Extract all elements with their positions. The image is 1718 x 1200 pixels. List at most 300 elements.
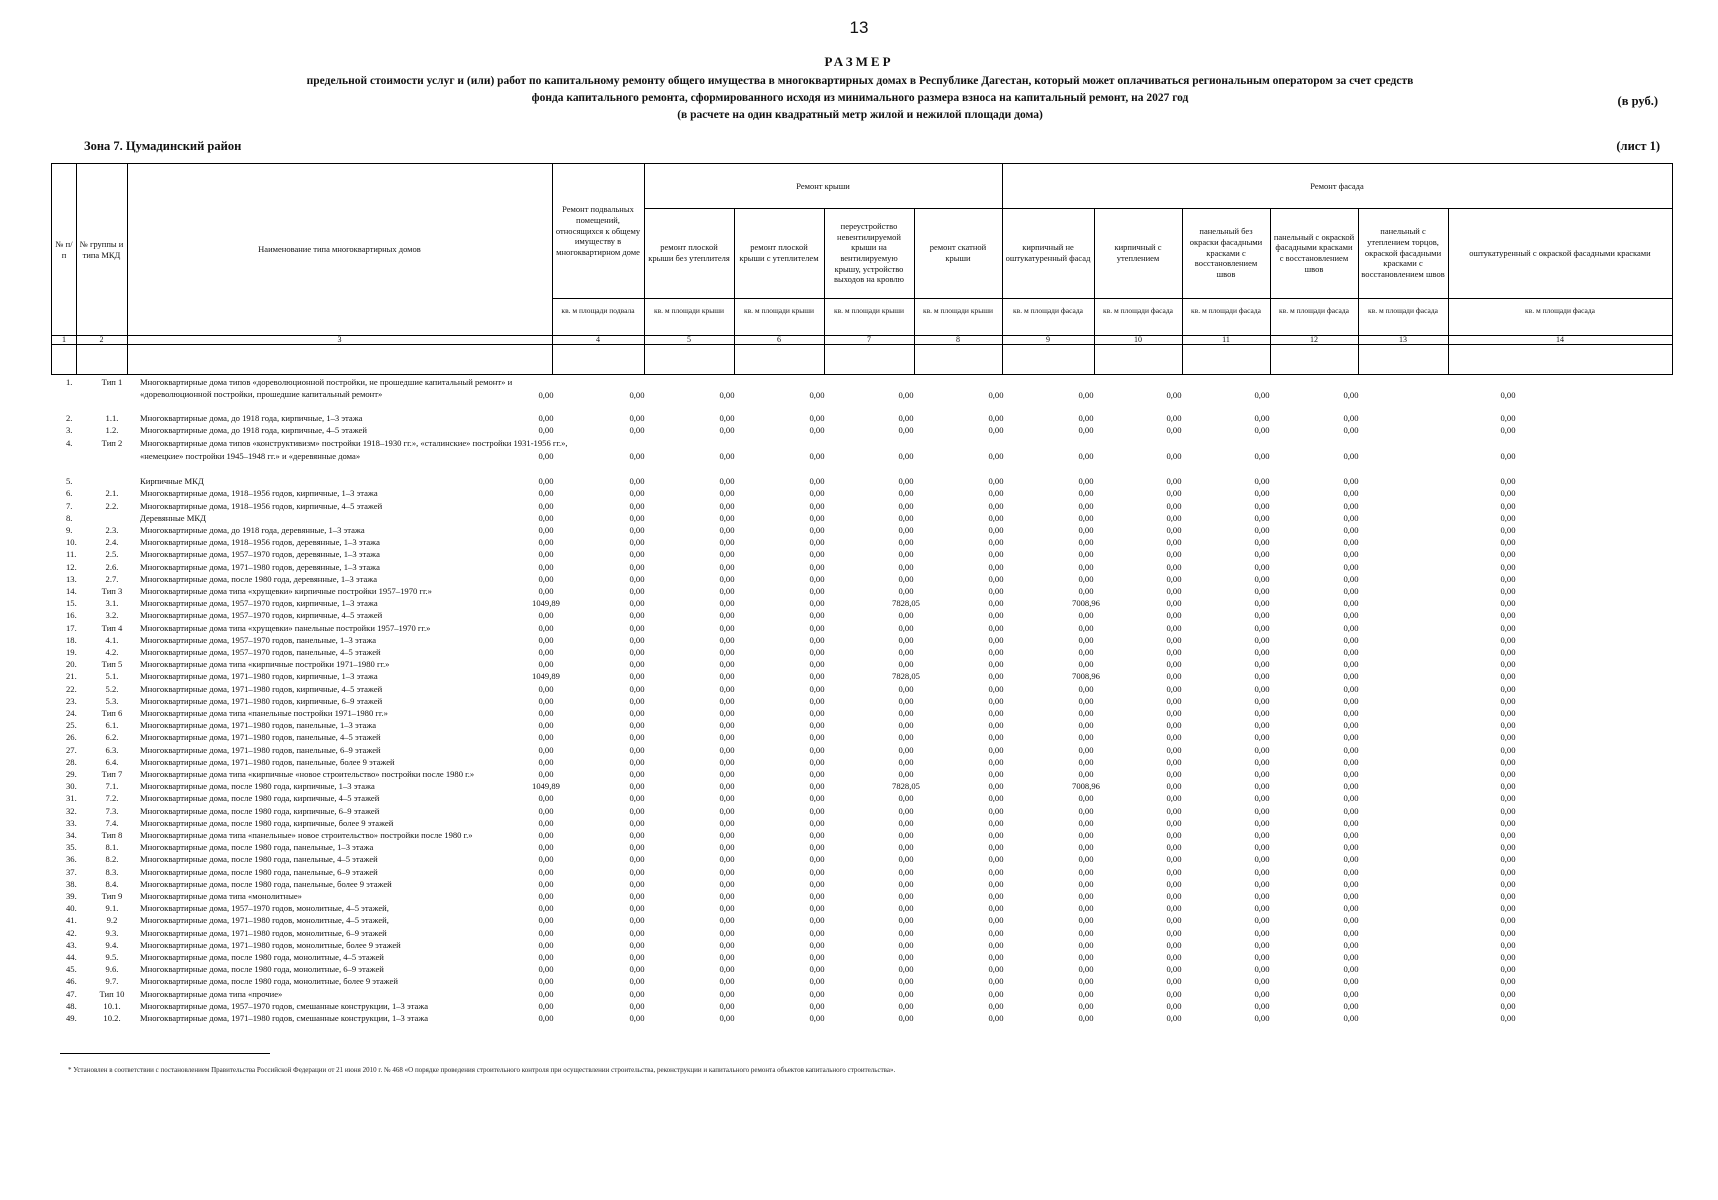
row-value: 0,00	[1343, 451, 1359, 462]
row-value: 0,00	[1500, 1013, 1516, 1023]
row-value: 0,00	[538, 878, 554, 889]
row-value: 0,00	[898, 476, 914, 487]
row-value: 0,00	[809, 659, 825, 670]
row-value: 0,00	[719, 549, 735, 560]
row-value: 0,00	[629, 1000, 645, 1011]
row-value: 0,00	[988, 952, 1004, 962]
row-value: 0,00	[538, 610, 554, 621]
row-value: 0,00	[629, 878, 645, 889]
row-value: 0,00	[1500, 720, 1516, 731]
row-value: 0,00	[629, 793, 645, 804]
row-value: 0,00	[1500, 732, 1516, 743]
row-value: 0,00	[629, 634, 645, 645]
row-value: 0,00	[988, 708, 1004, 718]
header-col-number: 9	[1046, 335, 1050, 344]
row-value: 0,00	[1343, 695, 1359, 706]
row-value: 0,00	[1254, 964, 1270, 975]
row-name: Многоквартирные дома типа «прочие»	[140, 988, 283, 999]
row-name: Многоквартирные дома типа «хрущевки» кирпичные постройки 1957–1970 гг.»	[140, 586, 432, 596]
row-value: 0,00	[1078, 488, 1094, 499]
row-value: 0,00	[898, 708, 914, 718]
row-value: 0,00	[898, 744, 914, 755]
row-value: 0,00	[988, 732, 1004, 743]
row-value: 0,00	[1078, 500, 1094, 511]
row-value: 0,00	[1078, 573, 1094, 584]
row-value: 0,00	[809, 769, 825, 779]
row-value: 0,00	[809, 561, 825, 572]
row-group: 6.1.	[105, 720, 119, 731]
row-value: 0,00	[898, 732, 914, 743]
row-group: 8.3.	[105, 866, 119, 877]
row-value: 0,00	[1078, 842, 1094, 853]
row-value: 0,00	[1343, 659, 1359, 670]
row-value: 0,00	[719, 952, 735, 962]
row-group: 7.3.	[105, 805, 119, 816]
row-group: 2.2.	[105, 500, 119, 511]
row-value: 0,00	[809, 622, 825, 633]
row-value: 0,00	[538, 756, 554, 767]
row-value: 0,00	[1254, 976, 1270, 987]
row-value: 0,00	[1166, 915, 1182, 926]
row-value: 0,00	[719, 488, 735, 499]
row-group: 5.3.	[105, 695, 119, 706]
row-value: 0,00	[1078, 878, 1094, 889]
row-value: 0,00	[629, 866, 645, 877]
row-number: 21.	[66, 671, 77, 682]
row-value: 0,00	[719, 476, 735, 487]
row-value: 0,00	[1078, 915, 1094, 926]
row-group: 7.1.	[105, 781, 119, 792]
row-value: 0,00	[719, 425, 735, 436]
row-value: 0,00	[898, 425, 914, 436]
row-value: 0,00	[719, 842, 735, 853]
row-value: 0,00	[988, 878, 1004, 889]
row-number: 43.	[66, 939, 77, 950]
row-value: 0,00	[1254, 549, 1270, 560]
row-name: Многоквартирные дома, 1957–1970 годов, монолитные, 4–5 этажей,	[140, 903, 389, 914]
row-group: 8.1.	[105, 842, 119, 853]
row-name: Многоквартирные дома, 1971–1980 годов, монолитные, 6–9 этажей	[140, 927, 387, 938]
row-name: Многоквартирные дома, 1971–1980 годов, монолитные, более 9 этажей	[140, 939, 401, 950]
row-value: 0,00	[1500, 903, 1516, 914]
row-value: 0,00	[1254, 610, 1270, 621]
header-facade-col: панельный с утеплением торцов, окраской фасадными красками с восстановлением швов	[1361, 226, 1445, 279]
row-value: 0,00	[1166, 720, 1182, 731]
row-group: 9.5.	[105, 952, 119, 962]
row-value: 0,00	[719, 1013, 735, 1023]
row-value: 0,00	[809, 976, 825, 987]
row-value: 0,00	[538, 425, 554, 436]
row-value: 0,00	[1254, 793, 1270, 804]
row-value: 0,00	[719, 683, 735, 694]
row-value: 0,00	[719, 915, 735, 926]
row-value: 0,00	[538, 683, 554, 694]
row-value: 0,00	[1254, 537, 1270, 548]
row-value: 0,00	[629, 586, 645, 596]
row-name: Многоквартирные дома, 1957–1970 годов, смешанные конструкции, 1–3 этажа	[140, 1000, 429, 1011]
row-number: 17.	[66, 622, 77, 633]
row-number: 29.	[66, 769, 77, 779]
row-value: 0,00	[719, 413, 735, 423]
row-value: 0,00	[1254, 720, 1270, 731]
row-value: 0,00	[719, 512, 735, 523]
row-value: 0,00	[988, 842, 1004, 853]
header-group-roof: Ремонт крыши	[796, 180, 850, 191]
row-value: 0,00	[538, 659, 554, 670]
header-unit-rule	[552, 298, 1672, 299]
row-value: 0,00	[809, 854, 825, 865]
footnote: * Установлен в соответствии с постановлением Правительства Российской Федерации от 21 июня 2010 г. № 468 «О порядке проведения строительного контроля при осуществлении строительства, реконструкции и капитального ремонта объектов капитального строительства».	[68, 1066, 896, 1074]
row-group: Тип 2	[101, 438, 123, 449]
header-facade-col: кирпичный с утеплением	[1114, 242, 1162, 263]
row-value: 0,00	[538, 512, 554, 523]
row-value: 0,00	[988, 720, 1004, 731]
header-facade-col: панельный без окраски фасадными красками с восстановлением швов	[1189, 226, 1263, 279]
row-value: 0,00	[719, 671, 735, 682]
row-value: 0,00	[1166, 647, 1182, 657]
row-number: 23.	[66, 695, 77, 706]
row-value: 0,00	[1166, 451, 1182, 462]
row-name: Многоквартирные дома типа «панельные постройки 1971–1980 гг.»	[140, 708, 388, 718]
row-number: 18.	[66, 634, 77, 645]
row-number: 48.	[66, 1000, 77, 1011]
row-name: Многоквартирные дома, 1918–1956 годов, кирпичные, 1–3 этажа	[140, 488, 378, 499]
row-value: 0,00	[809, 610, 825, 621]
row-value: 0,00	[1343, 903, 1359, 914]
row-value: 0,00	[1343, 549, 1359, 560]
row-value: 0,00	[1500, 781, 1516, 792]
row-value: 7008,96	[1072, 598, 1100, 609]
row-value: 0,00	[898, 659, 914, 670]
header-col-number: 12	[1310, 335, 1318, 344]
row-value: 0,00	[1078, 744, 1094, 755]
row-value: 0,00	[1343, 744, 1359, 755]
row-value: 0,00	[719, 634, 735, 645]
row-value: 0,00	[1166, 854, 1182, 865]
row-value: 0,00	[1078, 622, 1094, 633]
row-value: 0,00	[809, 830, 825, 840]
header-col-number: 8	[956, 335, 960, 344]
row-value: 0,00	[1343, 708, 1359, 718]
header-col-number: 10	[1134, 335, 1142, 344]
row-value: 0,00	[1500, 451, 1516, 462]
row-value: 7828,05	[892, 598, 920, 609]
row-value: 0,00	[809, 744, 825, 755]
row-value: 0,00	[809, 525, 825, 535]
row-group: Тип 7	[101, 769, 123, 779]
row-number: 5.	[66, 476, 73, 487]
row-value: 0,00	[898, 695, 914, 706]
row-group: 1.1.	[105, 413, 119, 423]
row-name: Многоквартирные дома, 1918–1956 годов, кирпичные, 4–5 этажей	[140, 500, 383, 511]
row-group: 2.7.	[105, 573, 119, 584]
row-value: 0,00	[1500, 549, 1516, 560]
row-value: 0,00	[1078, 561, 1094, 572]
row-value: 0,00	[629, 988, 645, 999]
row-value: 0,00	[1254, 425, 1270, 436]
row-value: 0,00	[629, 671, 645, 682]
row-value: 0,00	[538, 537, 554, 548]
row-number: 12.	[66, 561, 77, 572]
row-value: 0,00	[809, 817, 825, 828]
row-value: 0,00	[1254, 915, 1270, 926]
row-value: 0,00	[809, 842, 825, 853]
row-value: 0,00	[1343, 561, 1359, 572]
row-value: 0,00	[988, 598, 1004, 609]
row-value: 0,00	[1166, 866, 1182, 877]
row-value: 0,00	[1500, 413, 1516, 423]
row-value: 0,00	[1343, 512, 1359, 523]
row-name: Многоквартирные дома типа «панельные» новое строительство» постройки после 1980 г.»	[140, 830, 473, 840]
row-value: 0,00	[988, 610, 1004, 621]
row-value: 0,00	[629, 903, 645, 914]
row-value: 0,00	[809, 1000, 825, 1011]
row-name: Многоквартирные дома, 1971–1980 годов, кирпичные, 6–9 этажей	[140, 695, 383, 706]
row-value: 0,00	[1343, 891, 1359, 901]
row-value: 0,00	[1343, 732, 1359, 743]
row-name: Многоквартирные дома, после 1980 года, панельные, 1–3 этажа	[140, 842, 374, 853]
row-value: 0,00	[1500, 634, 1516, 645]
row-value: 0,00	[1078, 537, 1094, 548]
row-value: 0,00	[1343, 647, 1359, 657]
row-group: 9.4.	[105, 939, 119, 950]
row-value: 0,00	[1500, 488, 1516, 499]
row-value: 0,00	[1254, 659, 1270, 670]
row-value: 0,00	[629, 561, 645, 572]
row-value: 0,00	[1343, 793, 1359, 804]
unit-note: (в руб.)	[1617, 94, 1658, 108]
subtitle-line-1: предельной стоимости услуг и (или) работ по капитальному ремонту общего имущества в многоквартирных домах в Республике Дагестан, который может оплачиваться региональным оператором за счет средств	[306, 75, 1414, 87]
row-value: 0,00	[1343, 1013, 1359, 1023]
row-number: 20.	[66, 659, 77, 670]
row-value: 0,00	[1078, 830, 1094, 840]
row-value: 0,00	[1500, 561, 1516, 572]
row-value: 0,00	[538, 830, 554, 840]
row-value: 0,00	[809, 488, 825, 499]
row-value: 0,00	[988, 634, 1004, 645]
row-number: 11.	[66, 549, 77, 560]
row-value: 0,00	[629, 976, 645, 987]
row-value: 0,00	[1078, 525, 1094, 535]
row-number: 16.	[66, 610, 77, 621]
row-value: 0,00	[809, 476, 825, 487]
row-value: 0,00	[809, 500, 825, 511]
row-number: 31.	[66, 793, 77, 804]
header-facade-col: кирпичный не оштукатуренный фасад	[1005, 242, 1091, 263]
row-value: 0,00	[1254, 988, 1270, 999]
row-value: 0,00	[629, 500, 645, 511]
header-col-basement: Ремонт подвальных помещений, относящихся к общему имуществу в многоквартирном доме	[555, 204, 641, 257]
row-value: 1049,89	[532, 598, 560, 609]
row-value: 7828,05	[892, 781, 920, 792]
row-group: 9.3.	[105, 927, 119, 938]
row-value: 0,00	[898, 1013, 914, 1023]
row-value: 0,00	[898, 537, 914, 548]
row-value: 0,00	[1078, 988, 1094, 999]
row-number: 27.	[66, 744, 77, 755]
row-value: 0,00	[988, 659, 1004, 670]
row-value: 0,00	[1166, 598, 1182, 609]
row-value: 0,00	[898, 622, 914, 633]
row-value: 0,00	[988, 390, 1004, 400]
row-value: 0,00	[898, 451, 914, 462]
row-value: 0,00	[898, 573, 914, 584]
row-value: 0,00	[1254, 573, 1270, 584]
row-value: 0,00	[629, 769, 645, 779]
row-value: 0,00	[898, 830, 914, 840]
row-value: 0,00	[1078, 586, 1094, 596]
row-value: 0,00	[1166, 976, 1182, 987]
row-value: 0,00	[898, 903, 914, 914]
row-value: 0,00	[1254, 525, 1270, 535]
row-value: 0,00	[719, 708, 735, 718]
row-value: 0,00	[1078, 549, 1094, 560]
row-value: 0,00	[809, 939, 825, 950]
row-value: 0,00	[898, 817, 914, 828]
row-name: Многоквартирные дома, после 1980 года, монолитные, более 9 этажей	[140, 976, 398, 987]
row-name: Деревянные МКД	[140, 512, 206, 523]
row-value: 0,00	[898, 549, 914, 560]
row-value: 0,00	[1254, 769, 1270, 779]
row-value: 0,00	[538, 708, 554, 718]
row-value: 0,00	[719, 769, 735, 779]
row-value: 0,00	[1254, 732, 1270, 743]
row-name: Многоквартирные дома, после 1980 года, монолитные, 6–9 этажей	[140, 964, 384, 975]
row-name: Многоквартирные дома, 1971–1980 годов, панельные, более 9 этажей	[140, 756, 395, 767]
row-value: 0,00	[809, 805, 825, 816]
row-value: 0,00	[719, 525, 735, 535]
row-value: 0,00	[1343, 598, 1359, 609]
row-value: 0,00	[629, 512, 645, 523]
row-value: 0,00	[629, 830, 645, 840]
row-value: 0,00	[719, 537, 735, 548]
row-value: 0,00	[898, 976, 914, 987]
row-value: 0,00	[1343, 817, 1359, 828]
row-value: 0,00	[898, 413, 914, 423]
row-value: 0,00	[719, 964, 735, 975]
row-value: 0,00	[898, 878, 914, 889]
row-name: Многоквартирные дома типов «дореволюционной постройки, не прошедшие капитальный ремонт» и «дореволюционной постройки, прошедшие капитальный ремонт»	[140, 377, 513, 400]
row-value: 0,00	[1254, 476, 1270, 487]
row-value: 0,00	[629, 413, 645, 423]
row-value: 0,00	[1254, 842, 1270, 853]
header-unit: кв. м площади фасада	[1191, 306, 1261, 315]
row-value: 0,00	[988, 586, 1004, 596]
row-group: 3.2.	[105, 610, 119, 621]
row-value: 0,00	[809, 781, 825, 792]
row-name: Многоквартирные дома типа «кирпичные «новое строительство» постройки после 1980 г.»	[140, 769, 475, 779]
row-value: 0,00	[1166, 1000, 1182, 1011]
row-value: 0,00	[1254, 817, 1270, 828]
row-value: 0,00	[1500, 659, 1516, 670]
row-value: 0,00	[1254, 561, 1270, 572]
header-col-number: 4	[596, 335, 600, 344]
row-value: 0,00	[1500, 537, 1516, 548]
row-value: 0,00	[1078, 952, 1094, 962]
row-value: 0,00	[988, 817, 1004, 828]
row-value: 0,00	[1078, 1013, 1094, 1023]
row-name: Многоквартирные дома, после 1980 года, кирпичные, 6–9 этажей	[140, 805, 380, 816]
row-value: 0,00	[1078, 683, 1094, 694]
row-value: 0,00	[809, 952, 825, 962]
row-value: 0,00	[1254, 830, 1270, 840]
row-value: 0,00	[1343, 1000, 1359, 1011]
row-value: 0,00	[809, 720, 825, 731]
row-value: 0,00	[1166, 549, 1182, 560]
row-number: 44.	[66, 952, 77, 962]
row-value: 0,00	[538, 525, 554, 535]
row-name: Многоквартирные дома, 1971–1980 годов, деревянные, 1–3 этажа	[140, 561, 380, 572]
row-value: 0,00	[629, 756, 645, 767]
row-value: 0,00	[898, 647, 914, 657]
row-value: 0,00	[988, 425, 1004, 436]
row-value: 0,00	[1166, 683, 1182, 694]
row-value: 0,00	[1166, 732, 1182, 743]
row-value: 0,00	[1166, 390, 1182, 400]
row-value: 0,00	[1166, 769, 1182, 779]
row-value: 0,00	[1343, 830, 1359, 840]
row-value: 7008,96	[1072, 671, 1100, 682]
row-value: 0,00	[1343, 781, 1359, 792]
row-value: 0,00	[538, 549, 554, 560]
row-number: 14.	[66, 586, 77, 596]
row-value: 0,00	[1078, 817, 1094, 828]
row-value: 0,00	[1078, 805, 1094, 816]
row-value: 0,00	[1078, 390, 1094, 400]
row-value: 0,00	[1166, 525, 1182, 535]
row-value: 0,00	[538, 952, 554, 962]
row-value: 0,00	[629, 1013, 645, 1023]
row-value: 0,00	[1254, 903, 1270, 914]
row-value: 0,00	[1343, 854, 1359, 865]
row-value: 0,00	[719, 830, 735, 840]
row-value: 0,00	[719, 903, 735, 914]
row-value: 0,00	[1166, 512, 1182, 523]
row-value: 0,00	[1500, 598, 1516, 609]
row-value: 0,00	[629, 952, 645, 962]
row-number: 10.	[66, 537, 77, 548]
row-value: 0,00	[988, 744, 1004, 755]
row-value: 0,00	[1500, 964, 1516, 975]
row-value: 0,00	[1500, 512, 1516, 523]
row-value: 0,00	[719, 781, 735, 792]
row-group: Тип 8	[101, 830, 123, 840]
row-number: 9.	[66, 525, 73, 535]
row-value: 0,00	[1500, 866, 1516, 877]
header-col-number: 14	[1556, 335, 1564, 344]
row-value: 0,00	[1500, 988, 1516, 999]
row-value: 0,00	[1078, 927, 1094, 938]
row-value: 0,00	[1500, 586, 1516, 596]
row-value: 0,00	[719, 1000, 735, 1011]
row-value: 0,00	[538, 769, 554, 779]
row-group: 6.4.	[105, 756, 119, 767]
footnote-rule	[60, 1053, 270, 1054]
row-value: 0,00	[1254, 1013, 1270, 1023]
row-value: 0,00	[1166, 903, 1182, 914]
row-value: 0,00	[538, 561, 554, 572]
row-name: Многоквартирные дома, после 1980 года, деревянные, 1–3 этажа	[140, 573, 378, 584]
row-value: 0,00	[988, 866, 1004, 877]
row-number: 35.	[66, 842, 77, 853]
row-value: 0,00	[1166, 756, 1182, 767]
row-value: 0,00	[719, 891, 735, 901]
row-value: 0,00	[1343, 500, 1359, 511]
row-value: 0,00	[1078, 413, 1094, 423]
row-value: 0,00	[1254, 805, 1270, 816]
row-value: 0,00	[538, 915, 554, 926]
row-value: 0,00	[719, 854, 735, 865]
